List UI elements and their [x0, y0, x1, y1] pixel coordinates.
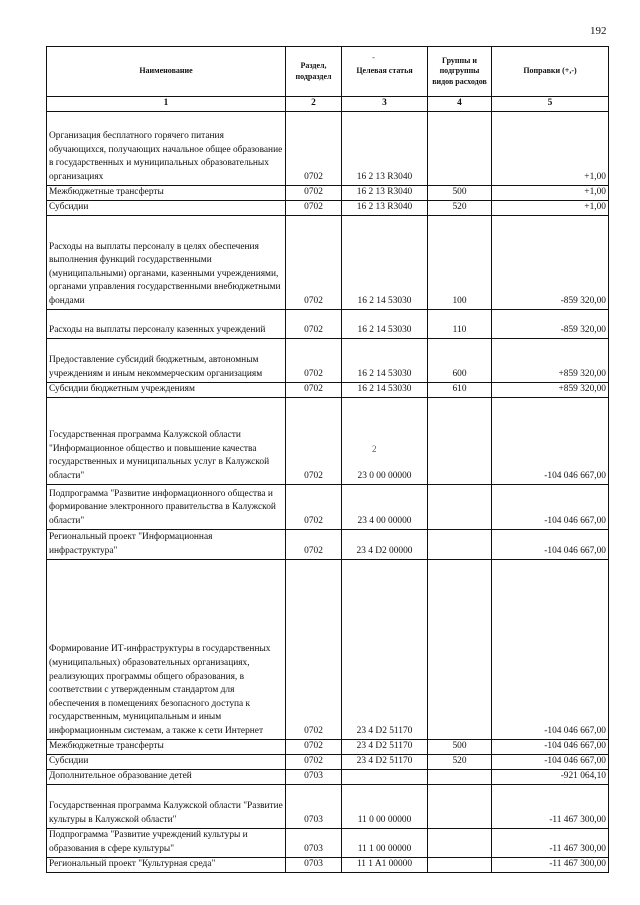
row-section: 0702: [286, 309, 342, 338]
header-name: Наименование: [47, 47, 286, 97]
table-row: [47, 769, 609, 784]
table-row: [47, 784, 609, 828]
page-number: 192: [590, 25, 607, 37]
table-row: [47, 739, 609, 754]
table-row: [47, 828, 609, 857]
row-article: 23 4 D2 51170: [342, 754, 428, 769]
row-article: 16 2 14 53030: [342, 382, 428, 397]
row-section: 0702: [286, 200, 342, 215]
scan-mark: 2: [372, 444, 377, 454]
table-row: [47, 857, 609, 872]
row-amount: -11 467 300,00: [492, 857, 609, 872]
row-group: [428, 769, 492, 784]
row-section: 0702: [286, 559, 342, 739]
row-name: Субсидии: [47, 754, 286, 769]
row-name: Предоставление субсидий бюджетным, автономным учреждениям и иным некоммерческим организациям: [47, 338, 286, 382]
row-section: 0702: [286, 111, 342, 185]
column-number: 3: [342, 97, 428, 112]
table-row: [47, 529, 609, 559]
table-row: [47, 397, 609, 484]
row-article: 23 0 00 00000: [342, 397, 428, 484]
row-amount: -104 046 667,00: [492, 397, 609, 484]
row-name: Субсидии бюджетным учреждениям: [47, 382, 286, 397]
row-article: 11 0 00 00000: [342, 784, 428, 828]
row-group: 500: [428, 739, 492, 754]
row-group: 600: [428, 338, 492, 382]
column-number-row: [47, 97, 609, 112]
row-group: [428, 484, 492, 529]
header-article: Целевая статья: [342, 47, 428, 97]
row-article: 16 2 13 R3040: [342, 200, 428, 215]
row-article: 23 4 D2 00000: [342, 529, 428, 559]
row-section: 0702: [286, 382, 342, 397]
row-article: 16 2 14 53030: [342, 338, 428, 382]
row-group: [428, 559, 492, 739]
table-body: [47, 111, 609, 872]
row-amount: +1,00: [492, 185, 609, 200]
row-name: Субсидии: [47, 200, 286, 215]
column-number: 5: [492, 97, 609, 112]
column-number: 2: [286, 97, 342, 112]
row-amount: -104 046 667,00: [492, 754, 609, 769]
row-group: [428, 857, 492, 872]
row-group: [428, 828, 492, 857]
row-amount: -104 046 667,00: [492, 739, 609, 754]
row-name: Межбюджетные трансферты: [47, 185, 286, 200]
table-header: [47, 47, 609, 112]
row-section: 0702: [286, 397, 342, 484]
row-name: Государственная программа Калужской области "Информационное общество и повышение качества государственных и муниципальных услуг в Калужской области": [47, 397, 286, 484]
row-section: 0703: [286, 769, 342, 784]
row-name: Формирование ИТ-инфраструктуры в государственных (муниципальных) образовательных организациях, реализующих программы общего образования, в соответствии с утвержденным стандартом для обеспечения в помещениях безопасного доступа к государственным, муниципальным и иным информационным системам, а также к сети Интернет: [47, 559, 286, 739]
row-article: 23 4 D2 51170: [342, 559, 428, 739]
row-group: 520: [428, 754, 492, 769]
row-amount: +1,00: [492, 111, 609, 185]
row-section: 0702: [286, 484, 342, 529]
row-article: 11 1 A1 00000: [342, 857, 428, 872]
table-row: [47, 382, 609, 397]
row-article: 16 2 13 R3040: [342, 185, 428, 200]
row-amount: -921 064,10: [492, 769, 609, 784]
row-name: Государственная программа Калужской области "Развитие культуры в Калужской области": [47, 784, 286, 828]
row-name: Подпрограмма "Развитие информационного общества и формирование электронного правительства в Калужской области": [47, 484, 286, 529]
row-article: 16 2 14 53030: [342, 215, 428, 309]
table-row: [47, 309, 609, 338]
row-group: 100: [428, 215, 492, 309]
budget-amendments-table: [46, 46, 609, 873]
table-row: [47, 338, 609, 382]
table-row: [47, 559, 609, 739]
row-section: 0702: [286, 185, 342, 200]
column-number: 4: [428, 97, 492, 112]
row-section: 0703: [286, 857, 342, 872]
row-article: 23 4 00 00000: [342, 484, 428, 529]
row-name: Дополнительное образование детей: [47, 769, 286, 784]
header-section: Раздел, подраздел: [286, 47, 342, 97]
row-group: [428, 111, 492, 185]
row-article: 11 1 00 00000: [342, 828, 428, 857]
scan-mark: -: [372, 52, 375, 62]
row-amount: +859 320,00: [492, 338, 609, 382]
row-amount: -104 046 667,00: [492, 529, 609, 559]
row-article: 23 4 D2 51170: [342, 739, 428, 754]
row-group: 110: [428, 309, 492, 338]
row-amount: -859 320,00: [492, 309, 609, 338]
row-name: Расходы на выплаты персоналу в целях обеспечения выполнения функций государственными (муниципальными) органами, казенными учреждениями, органами управления государственными внебюджетными фондами: [47, 215, 286, 309]
table-row: [47, 484, 609, 529]
row-section: 0702: [286, 215, 342, 309]
row-group: [428, 397, 492, 484]
row-group: 520: [428, 200, 492, 215]
row-amount: +859 320,00: [492, 382, 609, 397]
row-section: 0702: [286, 529, 342, 559]
row-section: 0702: [286, 754, 342, 769]
row-amount: -104 046 667,00: [492, 559, 609, 739]
table-row: [47, 185, 609, 200]
row-group: 500: [428, 185, 492, 200]
row-section: 0703: [286, 828, 342, 857]
row-group: 610: [428, 382, 492, 397]
row-name: Региональный проект "Информационная инфраструктура": [47, 529, 286, 559]
table-row: [47, 754, 609, 769]
row-name: Организация бесплатного горячего питания обучающихся, получающих начальное общее образование в государственных и муниципальных образовательных организациях: [47, 111, 286, 185]
row-amount: -104 046 667,00: [492, 484, 609, 529]
row-group: [428, 784, 492, 828]
header-group: Группы и подгруппы видов расходов: [428, 47, 492, 97]
row-amount: -11 467 300,00: [492, 784, 609, 828]
row-amount: +1,00: [492, 200, 609, 215]
row-article: [342, 769, 428, 784]
row-name: Региональный проект "Культурная среда": [47, 857, 286, 872]
header-row: [47, 47, 609, 97]
header-amount: Поправки (+,-): [492, 47, 609, 97]
row-amount: -859 320,00: [492, 215, 609, 309]
row-article: 16 2 14 53030: [342, 309, 428, 338]
row-article: 16 2 13 R3040: [342, 111, 428, 185]
table-row: [47, 111, 609, 185]
row-group: [428, 529, 492, 559]
row-amount: -11 467 300,00: [492, 828, 609, 857]
row-name: Подпрограмма "Развитие учреждений культуры и образования в сфере культуры": [47, 828, 286, 857]
row-name: Межбюджетные трансферты: [47, 739, 286, 754]
table-row: [47, 215, 609, 309]
row-section: 0703: [286, 784, 342, 828]
table-row: [47, 200, 609, 215]
row-section: 0702: [286, 739, 342, 754]
column-number: 1: [47, 97, 286, 112]
row-name: Расходы на выплаты персоналу казенных учреждений: [47, 309, 286, 338]
row-section: 0702: [286, 338, 342, 382]
